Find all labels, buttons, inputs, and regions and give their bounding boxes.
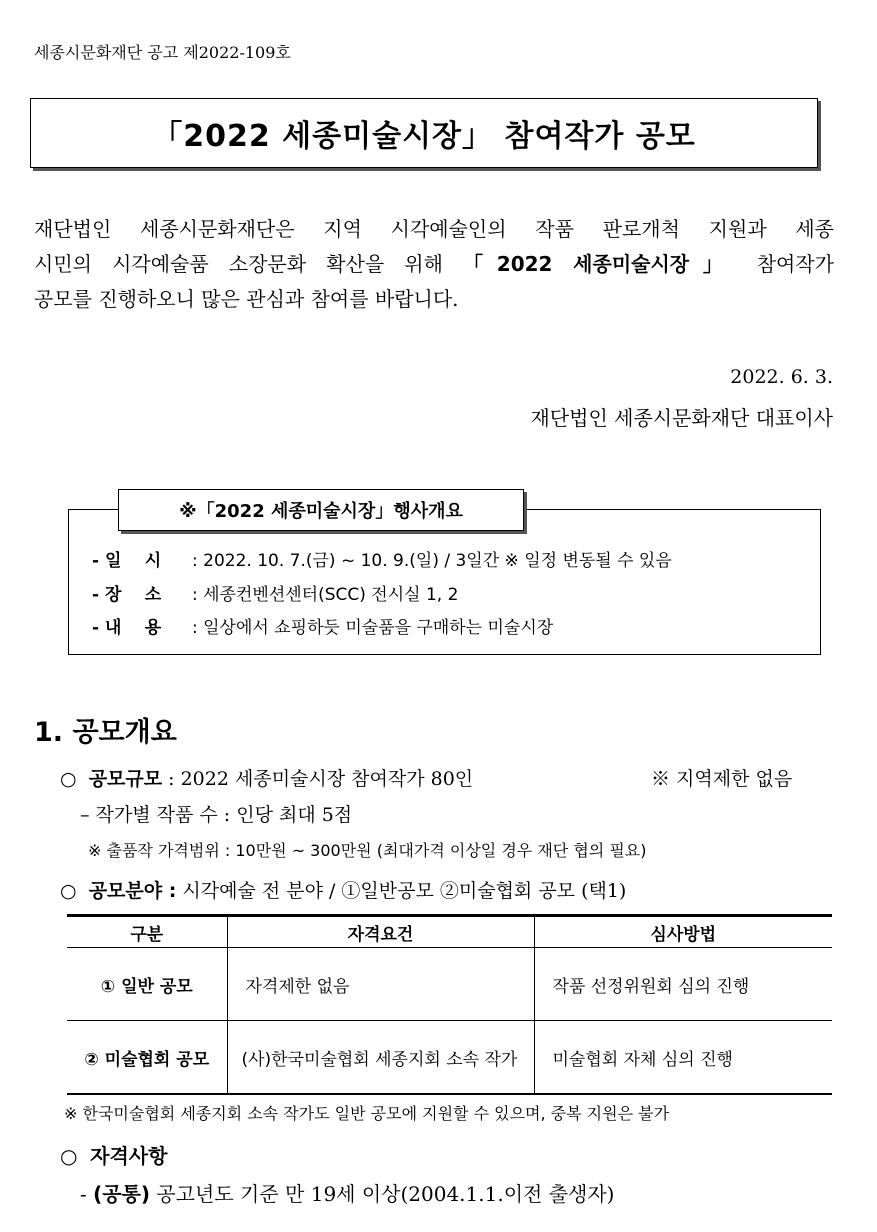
table-row xyxy=(67,948,832,1021)
table-cell-category: ② 미술협회 공모 xyxy=(67,1021,227,1095)
field-item xyxy=(60,876,626,903)
overview-label-char: 용 xyxy=(144,618,162,638)
page-title: 「2022 세종미술시장」 참여작가 공모 xyxy=(30,98,818,168)
overview-label: - 일 시 xyxy=(92,546,192,571)
overview-value: : 일상에서 쇼핑하듯 미술품을 구매하는 미술시장 xyxy=(192,618,554,638)
table-cell: (사)한국미술협회 세종지회 소속 작가 xyxy=(227,1021,534,1095)
qualifications-label: 자격사항 xyxy=(90,1144,168,1168)
section-1-heading: 1. 공모개요 xyxy=(34,717,177,748)
event-name-highlight: 「2022 세종미술시장」 xyxy=(463,252,737,276)
intro-line-2 xyxy=(34,247,834,282)
table-cell: 미술협회 자체 심의 진행 xyxy=(534,1021,832,1095)
table-cell-category: ① 일반 공모 xyxy=(67,948,227,1021)
scale-note: ※ 지역제한 없음 xyxy=(651,768,793,790)
qualifications-heading xyxy=(60,1140,167,1169)
common-label: (공통) xyxy=(93,1182,151,1206)
intro-paragraph xyxy=(34,212,834,317)
overview-label: - 장 소 xyxy=(92,580,192,605)
notice-number: 세종시문화재단 공고 제2022-109호 xyxy=(34,43,291,62)
overview-label-char: 시 xyxy=(144,551,162,571)
notice-date: 2022. 6. 3. xyxy=(730,366,833,388)
price-range-note: ※ 출품작 가격범위 : 10만원 ~ 300만원 (최대가격 이상일 경우 재단 협의 필요) xyxy=(88,841,647,860)
field-label: 공모분야 : xyxy=(88,880,177,902)
intro-line-3: 공모를 진행하오니 많은 관심과 참여를 바랍니다. xyxy=(34,287,459,311)
bullet-icon: ○ xyxy=(60,1144,78,1168)
table-header: 구분 xyxy=(67,916,227,948)
table-header: 심사방법 xyxy=(534,916,832,948)
common-value: 공고년도 기준 만 19세 이상(2004.1.1.이전 출생자) xyxy=(150,1182,615,1206)
issuer: 재단법인 세종시문화재단 대표이사 xyxy=(530,406,833,430)
table-cell: 자격제한 없음 xyxy=(227,948,534,1021)
bullet-icon: ○ xyxy=(60,880,77,902)
scale-item xyxy=(60,764,473,791)
overview-row-date xyxy=(92,546,672,571)
per-artist-limit: – 작가별 작품 수 : 인당 최대 5점 xyxy=(80,804,353,826)
scale-value: : 2022 세종미술시장 참여작가 80인 xyxy=(162,768,474,790)
table-header-row xyxy=(67,916,832,948)
intro-line-2-tail: 참여작가 xyxy=(736,252,835,276)
category-table xyxy=(67,914,832,1095)
overview-label-char: 장 xyxy=(104,585,122,605)
overview-label-char: 내 xyxy=(104,618,122,638)
field-value: 시각예술 전 분야 / ①일반공모 ②미술협회 공모 (택1) xyxy=(176,880,627,902)
bullet-icon: ○ xyxy=(60,768,77,790)
overview-label-char: 일 xyxy=(104,551,122,571)
table-note: ※ 한국미술협회 세종지회 소속 작가도 일반 공모에 지원할 수 있으며, 중복 지원은 불가 xyxy=(64,1104,670,1123)
overview-row-venue xyxy=(92,580,458,605)
table-header: 자격요건 xyxy=(227,916,534,948)
intro-line-2-text: 시민의 시각예술품 소장문화 확산을 위해 xyxy=(34,252,464,276)
intro-line-1: 재단법인 세종시문화재단은 지역 시각예술인의 작품 판로개척 지원과 세종 xyxy=(34,217,834,241)
table-row xyxy=(67,1021,832,1095)
overview-value: : 2022. 10. 7.(금) ~ 10. 9.(일) / 3일간 ※ 일정 변동될 수 있음 xyxy=(192,551,672,571)
overview-row-content xyxy=(92,613,553,638)
overview-value: : 세종컨벤션센터(SCC) 전시실 1, 2 xyxy=(192,585,459,605)
dash-prefix: - xyxy=(80,1182,94,1206)
overview-label-char: 소 xyxy=(144,585,162,605)
overview-label: - 내 용 xyxy=(92,613,192,638)
event-overview-title: ※「2022 세종미술시장」행사개요 xyxy=(118,489,524,531)
table-cell: 작품 선정위원회 심의 진행 xyxy=(534,948,832,1021)
scale-label: 공모규모 xyxy=(88,768,163,790)
qualification-common xyxy=(80,1178,614,1207)
